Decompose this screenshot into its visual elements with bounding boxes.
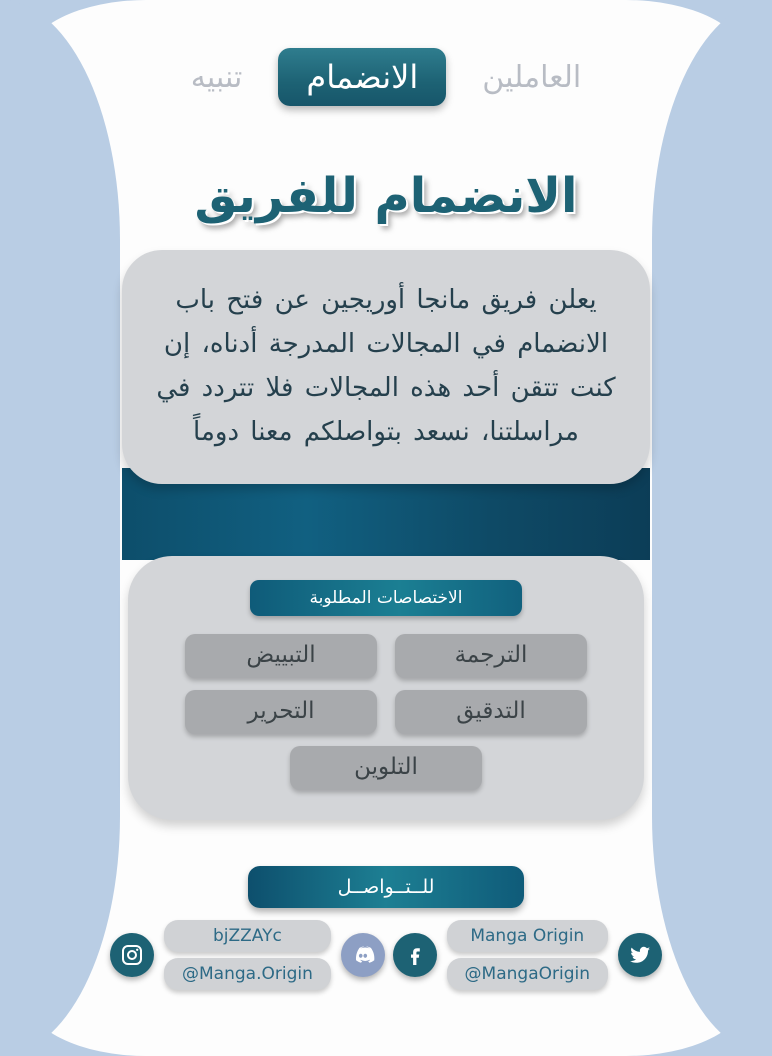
page-title: الانضمام للفريق xyxy=(194,168,578,224)
intro-paragraph: يعلن فريق مانجا أوريجين عن فتح باب الانضمام في المجالات المدرجة أدناه، إن كنت تتقن أحد هذه المجالات فلا تتردد في مراسلتنا، نسعد بتواصلكم معنا دوماً xyxy=(156,285,616,447)
skills-card xyxy=(128,556,644,820)
tab-notice[interactable]: تنبيه xyxy=(190,59,243,95)
right-curve-decoration xyxy=(652,0,772,1056)
tab-join[interactable]: الانضمام xyxy=(278,48,446,106)
discord-instagram-handles xyxy=(164,920,331,990)
skill-chip: التلوين xyxy=(290,746,482,790)
left-curve-decoration xyxy=(0,0,120,1056)
instagram-icon[interactable] xyxy=(110,933,154,977)
instagram-handle[interactable]: @Manga.Origin xyxy=(164,958,331,990)
twitter-handle[interactable]: Manga Origin xyxy=(447,920,608,952)
discord-handle[interactable]: bjZZAYc xyxy=(164,920,331,952)
social-group-twitter-facebook xyxy=(393,920,662,990)
skill-chip: التحرير xyxy=(185,690,377,734)
discord-icon[interactable] xyxy=(341,933,385,977)
skill-chip: الترجمة xyxy=(395,634,587,678)
contact-title: للــتــواصــل xyxy=(248,866,524,908)
facebook-handle[interactable]: @MangaOrigin xyxy=(447,958,608,990)
skill-chip: التبييض xyxy=(185,634,377,678)
skill-chip: التدقيق xyxy=(395,690,587,734)
tab-bar xyxy=(0,48,772,106)
facebook-icon[interactable] xyxy=(393,933,437,977)
twitter-facebook-handles xyxy=(447,920,608,990)
social-group-discord-instagram xyxy=(110,920,385,990)
intro-card xyxy=(122,250,650,484)
social-row xyxy=(0,916,772,1026)
skills-list xyxy=(154,634,618,790)
tab-employees[interactable]: العاملين xyxy=(482,59,582,95)
skills-title: الاختصاصات المطلوبة xyxy=(250,580,522,616)
twitter-icon[interactable] xyxy=(618,933,662,977)
